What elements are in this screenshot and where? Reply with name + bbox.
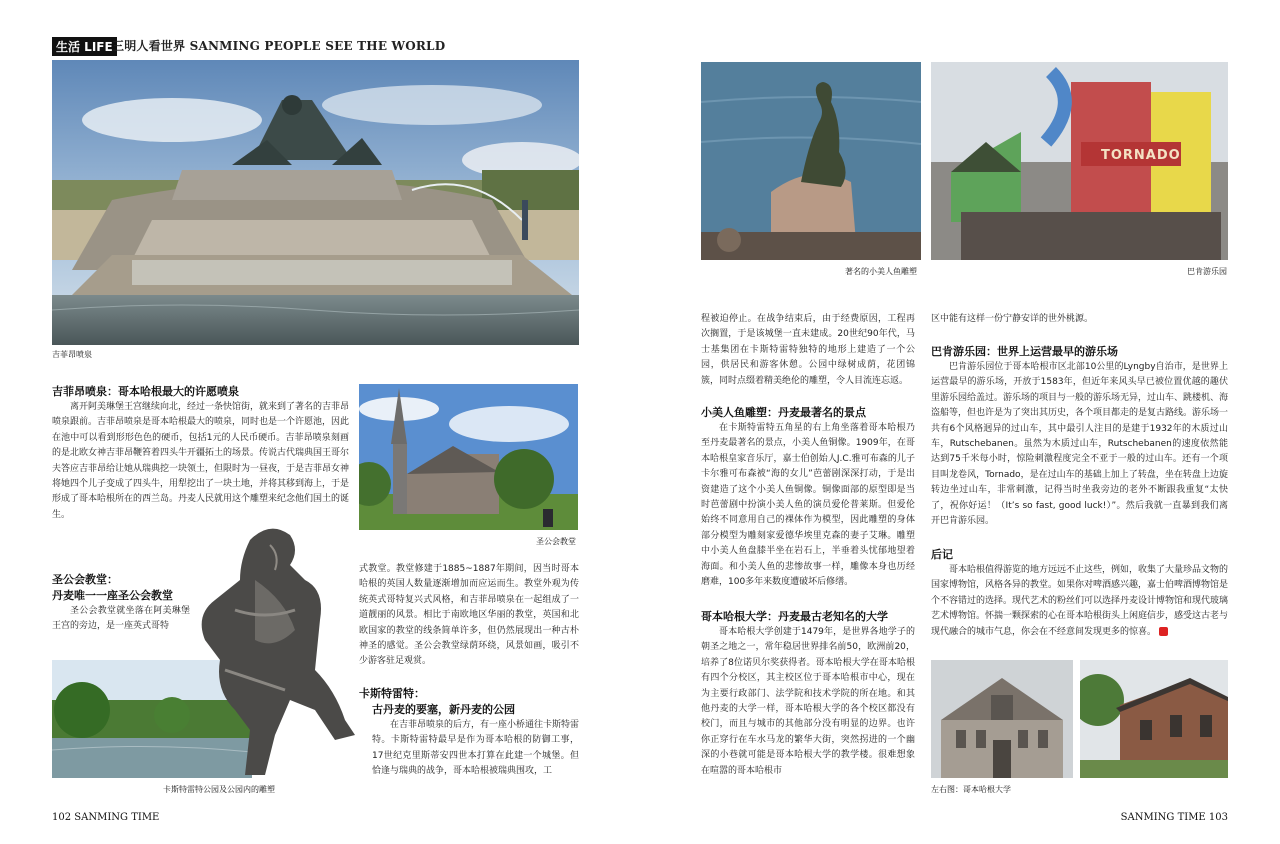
kastellet-text-cont: 程被迫停止。在战争结束后，由于经费原因，工程再次搁置，于是该城堡一直未建成。20世纪90年代，马士基集团在卡斯特雷特独特的地形上建造了一个公园，供居民和游客休憩。公园中绿树成荫，花团锦簇，同时点缀着精美绝伦的雕塑，令人目流连忘返。 [701,314,915,386]
little-mermaid-photo [701,62,921,260]
church-text: 圣公会教堂就坐落在阿美琳堡王宫的旁边，是一座英式哥特 [52,606,190,632]
gefion-caption: 吉菲昂喷泉 [52,350,92,359]
sculpture-caption: 卡斯特雷特公园及公园内的雕塑 [163,785,275,794]
kastellet-heading-2: 古丹麦的要塞，新丹麦的公园 [372,703,515,716]
kastellet-heading-1: 卡斯特雷特： [359,687,425,700]
bakken-text: 巴肯游乐园位于哥本哈根市区北部10公里的Lyngby自治市，是世界上运营最早的游乐场，开放于1583年，但近年来风头早已被位置优越的趣伏里游乐园给盖过。游乐场的项目与一般的游乐场无异，过山车、跳楼机、海盗船等，但也许是为了突出其历史，各个项目都走的是复古路线。游乐场一共有6个风格迥异的过山车，其中最引人注目的是建于1932年的木质过山车，Rutschebanen。虽然为木质过山车，Rutschebanen的速度依然能达到75千米每小时，惊险刺激程度完全不亚于一般的过山车。还有一个项目叫龙卷风，Tornado，是在过山车的基础上加上了转盘，坐在转盘上边旋转边坐过山车，非常刺激，记得当时坐我旁边的老外不断跟我重复“太快了，祝你好运！（It’s so fast, good luck!）”。然后我就一直暴到我们离开巴肯游乐园。 [931,362,1229,527]
university-building-photo-2 [1080,660,1228,778]
mermaid-heading: 小美人鱼雕塑：丹麦最著名的景点 [701,406,866,419]
mermaid-caption: 著名的小美人鱼雕塑 [845,267,917,276]
folio-right: SANMING TIME 103 [1120,812,1228,823]
university-building-photo-1 [931,660,1073,778]
bakken-heading: 巴肯游乐园：世界上运营最早的游乐场 [931,345,1118,358]
chain-sculpture-image [195,520,360,782]
university-text-cont: 区中能有这样一份宁静安详的世外桃源。 [931,314,1094,324]
mermaid-text: 在卡斯特雷特五角星的右上角坐落着哥本哈根乃至丹麦最著名的景点，小美人鱼铜像。1909年，在哥本哈根皇家音乐厅，嘉士伯创始人J.C.雅可布森的儿子卡尔雅可布森被“海的女儿”芭蕾剧深深打动，于是出资建造了这个小美人鱼铜像。铜像面部的原型即是当时芭蕾剧中扮演小美人鱼的演员爱伦普莱斯。但爱伦始终不同意用自己的裸体作为模型，因此雕塑的身体部分模型为雕刻家爱德华埃里克森的妻子艾琳。雕塑中小美人鱼盘膝半坐在岩石上，半垂着头忧郁地望着海面。和小美人鱼的悲惨故事一样，雕像本身也历经磨难，100多年来数度遭破坏后修缮。 [701,423,915,588]
page-header-title: 三明人看世界 SANMING PEOPLE SEE THE WORLD [112,39,446,53]
gefion-heading: 吉菲昂喷泉：哥本哈根最大的许愿喷泉 [52,385,239,398]
postscript-text: 哥本哈根值得游览的地方远远不止这些，例如，收集了大量珍品文物的国家博物馆，风格各异的教堂。如果你对啤酒感兴趣，嘉士伯啤酒博物馆是个不容错过的选择。现代艺术的粉丝们可以选择丹麦设计博物馆和现代玻璃艺术博物馆。怀揣一颗探索的心在哥本哈根街头上闲庭信步，感受这古老与现代融合的城市气息，你会在不经意间发现更多的惊喜。 [931,565,1229,637]
postscript-heading: 后记 [931,548,953,561]
church-heading-1: 圣公会教堂： [52,573,118,586]
section-tag: 生活 LIFE [52,37,117,56]
church-photo [359,384,578,530]
gefion-text: 离开阿美琳堡王宫继续向北，经过一条快馆街，就来到了著名的吉菲昂喷泉跟前。吉菲昂喷泉是哥本哈根最大的喷泉，同时也是一个许愿池，因此在池中可以看到形形色色的硬币，包括1元的人民币硬币。吉菲昂喷泉刻画的是北欧女神吉菲昂鞭笞着四头牛开疆拓土的场景。传说古代瑞典国王哥尔夫答应吉菲昂给让她从瑞典挖一块领土，但限时为一昼夜，于是吉菲昂女神将她四个儿子变成了四头牛，用犁挖出了一块土地，并将其移到海上，于是形成了哥本哈根所在的西兰岛。丹麦人民就用这个雕塑来纪念他们国土的诞生。 [52,402,350,520]
kastellet-text: 在吉菲昂喷泉的后方，有一座小桥通往卡斯特雷特。卡斯特雷特最早是作为哥本哈根的防御工事，17世纪克里斯蒂安四世本打算在此建一个城堡。但恰逢与瑞典的战争，哥本哈根被瑞典围攻，工 [372,720,580,777]
tornado-sign: TORNADO [1101,148,1181,163]
end-mark-icon [1159,627,1168,636]
university-heading: 哥本哈根大学：丹麦最古老知名的大学 [701,610,888,623]
church-text-cont: 式教堂。教堂修建于1885~1887年期间，因当时哥本哈根的英国人数量逐渐增加而应运而生。教堂外观为传统英式哥特复兴式风格，和吉菲昂喷泉在一起组成了一道靓丽的风景。相比于南欧地区华丽的教堂，英国和北欧国家的教堂的线条简单许多，但仍然展现出一种古朴神圣的感觉。圣公会教堂绿荫环绕，风景如画，吸引不少游客驻足观赏。 [359,564,579,667]
gefion-fountain-photo [52,60,579,345]
university-caption: 左右图：哥本哈根大学 [931,785,1011,794]
university-text: 哥本哈根大学创建于1479年，是世界各地学子的朝圣之地之一，常年稳居世界排名前50，欧洲前20，培养了8位诺贝尔奖获得者。哥本哈根大学在哥本哈根有四个分校区，其主校区位于哥本哈根市中心，现在为主要行政部门、法学院和技术学院的所在地。和其他丹麦的大学一样，哥本哈根大学的各个校区都没有校门，而且与城市的其他部分没有明显的边界。也许你正穿行在车水马龙的繁华大街，突然拐进的一个幽深的小巷就可能是哥本哈根大学的教学楼。很难想象在喧嚣的哥本哈根市 [701,627,915,776]
folio-left: 102 SANMING TIME [52,812,160,823]
church-caption: 圣公会教堂 [536,537,576,546]
tivoli-caption: 巴肯游乐园 [1187,267,1227,276]
bakken-park-photo [931,62,1228,260]
church-heading-2: 丹麦唯一一座圣公会教堂 [52,589,173,602]
